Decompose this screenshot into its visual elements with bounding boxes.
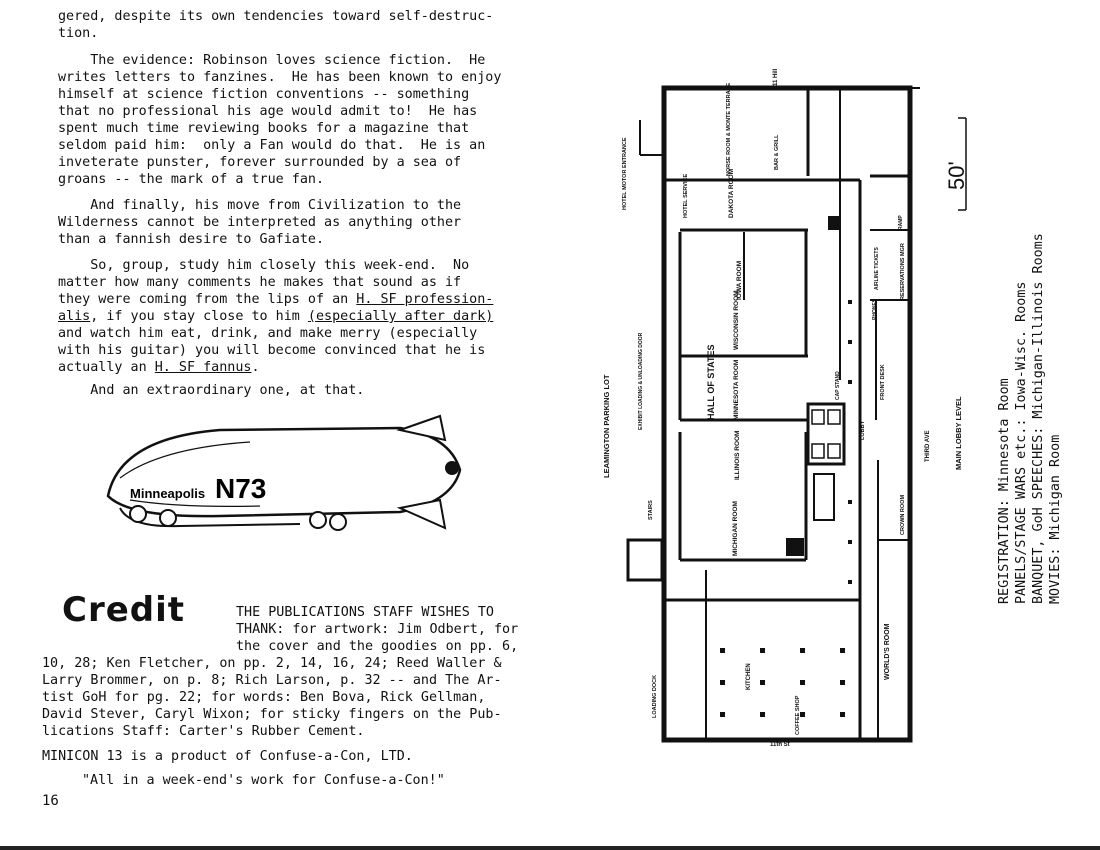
text-line: spent much time reviewing books for a magazine that (58, 121, 470, 136)
room-label: HOTEL SERVICE (683, 173, 689, 218)
text-line: than a fannish desire to Gafiate. (58, 232, 325, 247)
text-span: actually an (58, 360, 155, 375)
room-label: EXHIBIT LOADING & UNLOADING DOOR (638, 332, 644, 430)
text-line: matter how many comments he makes that sound as if (58, 275, 462, 290)
room-label: CROWN ROOM (900, 494, 906, 535)
text-line: that no professional his age would admit to! He has (58, 104, 478, 119)
legend-line: MOVIES: Michigan Room (1048, 434, 1063, 604)
text-line: and watch him eat, drink, and make merry (especially (58, 326, 478, 341)
text-span: , if you stay close to him (90, 309, 308, 324)
room-label: MINNESOTA ROOM (733, 359, 740, 420)
credit-line: 10, 28; Ken Fletcher, on pp. 2, 14, 16, 24; Reed Waller & (42, 656, 502, 671)
credit-line: tist GoH for pg. 22; for words: Ben Bova, Rick Gellman, (42, 690, 486, 705)
text-line: writes letters to fanzines. He has been known to enjoy (58, 70, 502, 85)
legend-line: REGISTRATION: Minnesota Room (997, 378, 1012, 604)
credit-line: Larry Brommer, on p. 8; Rich Larson, p. 32 -- and The Ar- (42, 673, 502, 688)
room-label: COFFEE SHOP (795, 695, 801, 735)
quote-line: "All in a week-end's work for Confuse-a-Con!" (82, 773, 445, 788)
text-line: tion. (58, 26, 99, 41)
minicon-line: MINICON 13 is a product of Confuse-a-Con, LTD. (42, 749, 413, 764)
credit-line: THE PUBLICATIONS STAFF WISHES TO (236, 605, 494, 620)
room-label: NORSE ROOM & MONTE TERRACE (726, 82, 732, 176)
room-label: WORLD'S ROOM (884, 623, 891, 680)
bottom-edge (0, 846, 1100, 850)
text-line: groans -- the mark of a true fan. (58, 172, 325, 187)
text-line: And finally, his move from Civilization to the (58, 198, 462, 213)
room-label: STAIRS (648, 500, 654, 520)
room-label: HOTEL MOTOR ENTRANCE (622, 137, 628, 210)
underlined-text: (especially after dark) (307, 309, 494, 324)
text-line: Wilderness cannot be interpreted as anything other (58, 215, 462, 230)
room-label: FRONT DESK (880, 364, 886, 400)
credit-line: THANK: for artwork: Jim Odbert, for (236, 622, 519, 637)
text-line: with his guitar) you will become convinced that he is (58, 343, 486, 358)
room-label: IOWA ROOM (736, 260, 743, 300)
underlined-text: H. SF fannus (154, 360, 252, 375)
underlined-text: alis (58, 309, 91, 324)
credit-heading: Credit (62, 590, 186, 630)
credit-line: David Stever, Caryl Wixon; for sticky fingers on the Pub- (42, 707, 502, 722)
room-label: CAP STAND (835, 371, 841, 400)
blimp-number: N73 (215, 473, 267, 504)
scale-label: 50' (944, 161, 969, 190)
legend-line: BANQUET, GoH SPEECHES: Michigan-Illinois Rooms (1031, 233, 1046, 604)
text-line: And an extraordinary one, at that. (58, 383, 365, 398)
lobby-level-label: MAIN LOBBY LEVEL (954, 396, 963, 470)
room-label: BAR & GRILL (774, 134, 780, 170)
parking-lot-label: LEAMINGTON PARKING LOT (602, 374, 611, 478)
room-label: MICHIGAN ROOM (732, 501, 739, 556)
room-label: ILLINOIS ROOM (734, 430, 741, 480)
room-label: PHONES (872, 298, 878, 320)
room-label: RAMP (898, 215, 904, 230)
page-edge (1090, 0, 1100, 850)
room-label: LOBBY (860, 420, 866, 440)
credit-line: the cover and the goodies on pp. 6, (236, 639, 519, 654)
text-span: they were coming from the lips of an (58, 292, 357, 307)
room-label: AIRLINE TICKETS (874, 247, 880, 290)
room-label: WISCONSIN ROOM (733, 290, 740, 350)
underlined-text: H. SF profession- (356, 292, 494, 307)
street-label-bottom: 11th St (770, 742, 790, 748)
text-line: himself at science fiction conventions -- something (58, 87, 470, 102)
room-label: LOADING DOCK (652, 674, 658, 718)
text-line: The evidence: Robinson loves science fiction. He (58, 53, 486, 68)
text-line: inveterate punster, forever surrounded by a sea of (58, 155, 462, 170)
page-number: 16 (42, 793, 59, 809)
text-span: . (251, 360, 260, 375)
legend-line: PANELS/STAGE WARS etc.: Iowa-Wisc. Rooms (1014, 281, 1029, 604)
credit-line: lications Staff: Carter's Rubber Cement. (42, 724, 365, 739)
text-line: gered, despite its own tendencies toward self-destruc- (58, 9, 494, 24)
text-line: seldom paid him: only a Fan would do that. He is an (58, 138, 486, 153)
room-label: KITCHEN (746, 663, 752, 690)
blimp-text: Minneapolis (130, 486, 206, 501)
room-label: HALL OF STATES (706, 344, 716, 420)
third-ave-label: THIRD AVE (925, 430, 931, 462)
room-label: DAKOTA ROOM (728, 168, 735, 218)
text-line: So, group, study him closely this week-end. No (58, 258, 470, 273)
street-label-top: 11 Hill (773, 68, 779, 86)
room-label: RESERVATIONS MGR (900, 243, 906, 300)
